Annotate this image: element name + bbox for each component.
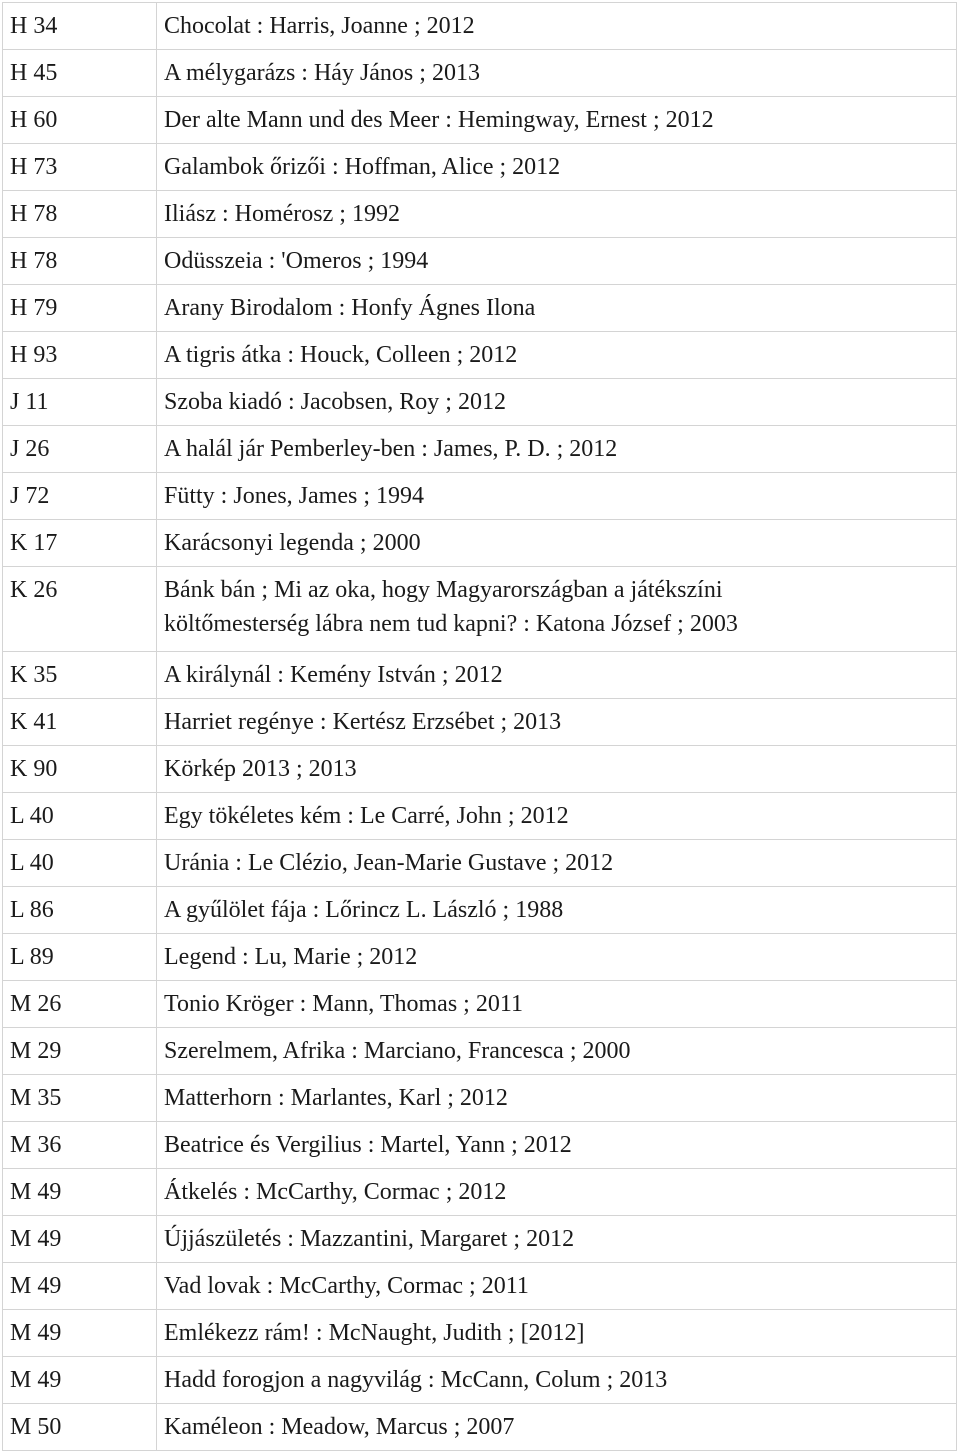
call-number: H 79 xyxy=(3,285,157,332)
call-number: M 49 xyxy=(3,1169,157,1216)
table-row xyxy=(3,3,957,50)
call-number: H 73 xyxy=(3,144,157,191)
table-row xyxy=(3,1122,957,1169)
call-number: M 49 xyxy=(3,1263,157,1310)
book-title: Karácsonyi legenda ; 2000 xyxy=(157,520,957,567)
call-number: H 45 xyxy=(3,50,157,97)
table-row xyxy=(3,332,957,379)
book-title: A gyűlölet fája : Lőrincz L. László ; 1988 xyxy=(157,887,957,934)
table-row xyxy=(3,520,957,567)
book-title: Odüsszeia : 'Omeros ; 1994 xyxy=(157,238,957,285)
book-title xyxy=(157,567,957,652)
book-title: Harriet regénye : Kertész Erzsébet ; 2013 xyxy=(157,699,957,746)
book-title: A királynál : Kemény István ; 2012 xyxy=(157,652,957,699)
call-number: L 89 xyxy=(3,934,157,981)
book-title: Uránia : Le Clézio, Jean-Marie Gustave ; 2012 xyxy=(157,840,957,887)
book-title: A tigris átka : Houck, Colleen ; 2012 xyxy=(157,332,957,379)
book-title: Emlékezz rám! : McNaught, Judith ; [2012] xyxy=(157,1310,957,1357)
call-number: L 86 xyxy=(3,887,157,934)
book-title: Hadd forogjon a nagyvilág : McCann, Colum ; 2013 xyxy=(157,1357,957,1404)
book-title: A mélygarázs : Háy János ; 2013 xyxy=(157,50,957,97)
call-number: H 93 xyxy=(3,332,157,379)
call-number: J 26 xyxy=(3,426,157,473)
book-title: Tonio Kröger : Mann, Thomas ; 2011 xyxy=(157,981,957,1028)
call-number: K 41 xyxy=(3,699,157,746)
table-row xyxy=(3,285,957,332)
book-title: Chocolat : Harris, Joanne ; 2012 xyxy=(157,3,957,50)
book-title: Kaméleon : Meadow, Marcus ; 2007 xyxy=(157,1404,957,1451)
table-row xyxy=(3,887,957,934)
call-number: M 49 xyxy=(3,1357,157,1404)
book-title: Újjászületés : Mazzantini, Margaret ; 2012 xyxy=(157,1216,957,1263)
table-row xyxy=(3,1404,957,1451)
table-row xyxy=(3,1075,957,1122)
table-row xyxy=(3,1216,957,1263)
call-number: H 34 xyxy=(3,3,157,50)
table-row xyxy=(3,934,957,981)
table-row xyxy=(3,97,957,144)
book-title-line-2: költőmesterség lábra nem tud kapni? : Katona József ; 2003 xyxy=(164,611,738,637)
call-number: J 72 xyxy=(3,473,157,520)
book-title: Szoba kiadó : Jacobsen, Roy ; 2012 xyxy=(157,379,957,426)
call-number: M 50 xyxy=(3,1404,157,1451)
table-row xyxy=(3,981,957,1028)
call-number: K 26 xyxy=(3,567,157,652)
call-number: J 11 xyxy=(3,379,157,426)
call-number: K 35 xyxy=(3,652,157,699)
call-number: H 60 xyxy=(3,97,157,144)
table-row xyxy=(3,191,957,238)
book-title: Iliász : Homérosz ; 1992 xyxy=(157,191,957,238)
table-row xyxy=(3,473,957,520)
book-title: Beatrice és Vergilius : Martel, Yann ; 2012 xyxy=(157,1122,957,1169)
call-number: L 40 xyxy=(3,793,157,840)
call-number: M 26 xyxy=(3,981,157,1028)
book-title: A halál jár Pemberley-ben : James, P. D. ; 2012 xyxy=(157,426,957,473)
call-number: L 40 xyxy=(3,840,157,887)
table-row xyxy=(3,1169,957,1216)
table-row xyxy=(3,1357,957,1404)
table-row xyxy=(3,379,957,426)
table-row xyxy=(3,699,957,746)
table-row xyxy=(3,840,957,887)
book-title: Der alte Mann und des Meer : Hemingway, Ernest ; 2012 xyxy=(157,97,957,144)
table-row xyxy=(3,567,957,652)
table-row xyxy=(3,50,957,97)
book-title: Legend : Lu, Marie ; 2012 xyxy=(157,934,957,981)
book-title: Arany Birodalom : Honfy Ágnes Ilona xyxy=(157,285,957,332)
table-row xyxy=(3,746,957,793)
call-number: H 78 xyxy=(3,191,157,238)
table-row xyxy=(3,144,957,191)
table-row xyxy=(3,1310,957,1357)
catalog-table xyxy=(2,2,957,1451)
table-row xyxy=(3,426,957,473)
book-title: Matterhorn : Marlantes, Karl ; 2012 xyxy=(157,1075,957,1122)
call-number: K 90 xyxy=(3,746,157,793)
book-title: Galambok őrizői : Hoffman, Alice ; 2012 xyxy=(157,144,957,191)
book-title: Vad lovak : McCarthy, Cormac ; 2011 xyxy=(157,1263,957,1310)
call-number: M 49 xyxy=(3,1216,157,1263)
call-number: M 29 xyxy=(3,1028,157,1075)
book-title-line-1: Bánk bán ; Mi az oka, hogy Magyarországban a játékszíni xyxy=(164,577,723,603)
call-number: H 78 xyxy=(3,238,157,285)
table-row xyxy=(3,652,957,699)
book-title: Fütty : Jones, James ; 1994 xyxy=(157,473,957,520)
table-row xyxy=(3,1028,957,1075)
book-title: Szerelmem, Afrika : Marciano, Francesca ; 2000 xyxy=(157,1028,957,1075)
book-title: Egy tökéletes kém : Le Carré, John ; 2012 xyxy=(157,793,957,840)
table-row xyxy=(3,1263,957,1310)
call-number: K 17 xyxy=(3,520,157,567)
call-number: M 35 xyxy=(3,1075,157,1122)
table-row xyxy=(3,238,957,285)
book-title: Átkelés : McCarthy, Cormac ; 2012 xyxy=(157,1169,957,1216)
table-row xyxy=(3,793,957,840)
call-number: M 36 xyxy=(3,1122,157,1169)
call-number: M 49 xyxy=(3,1310,157,1357)
book-title: Körkép 2013 ; 2013 xyxy=(157,746,957,793)
